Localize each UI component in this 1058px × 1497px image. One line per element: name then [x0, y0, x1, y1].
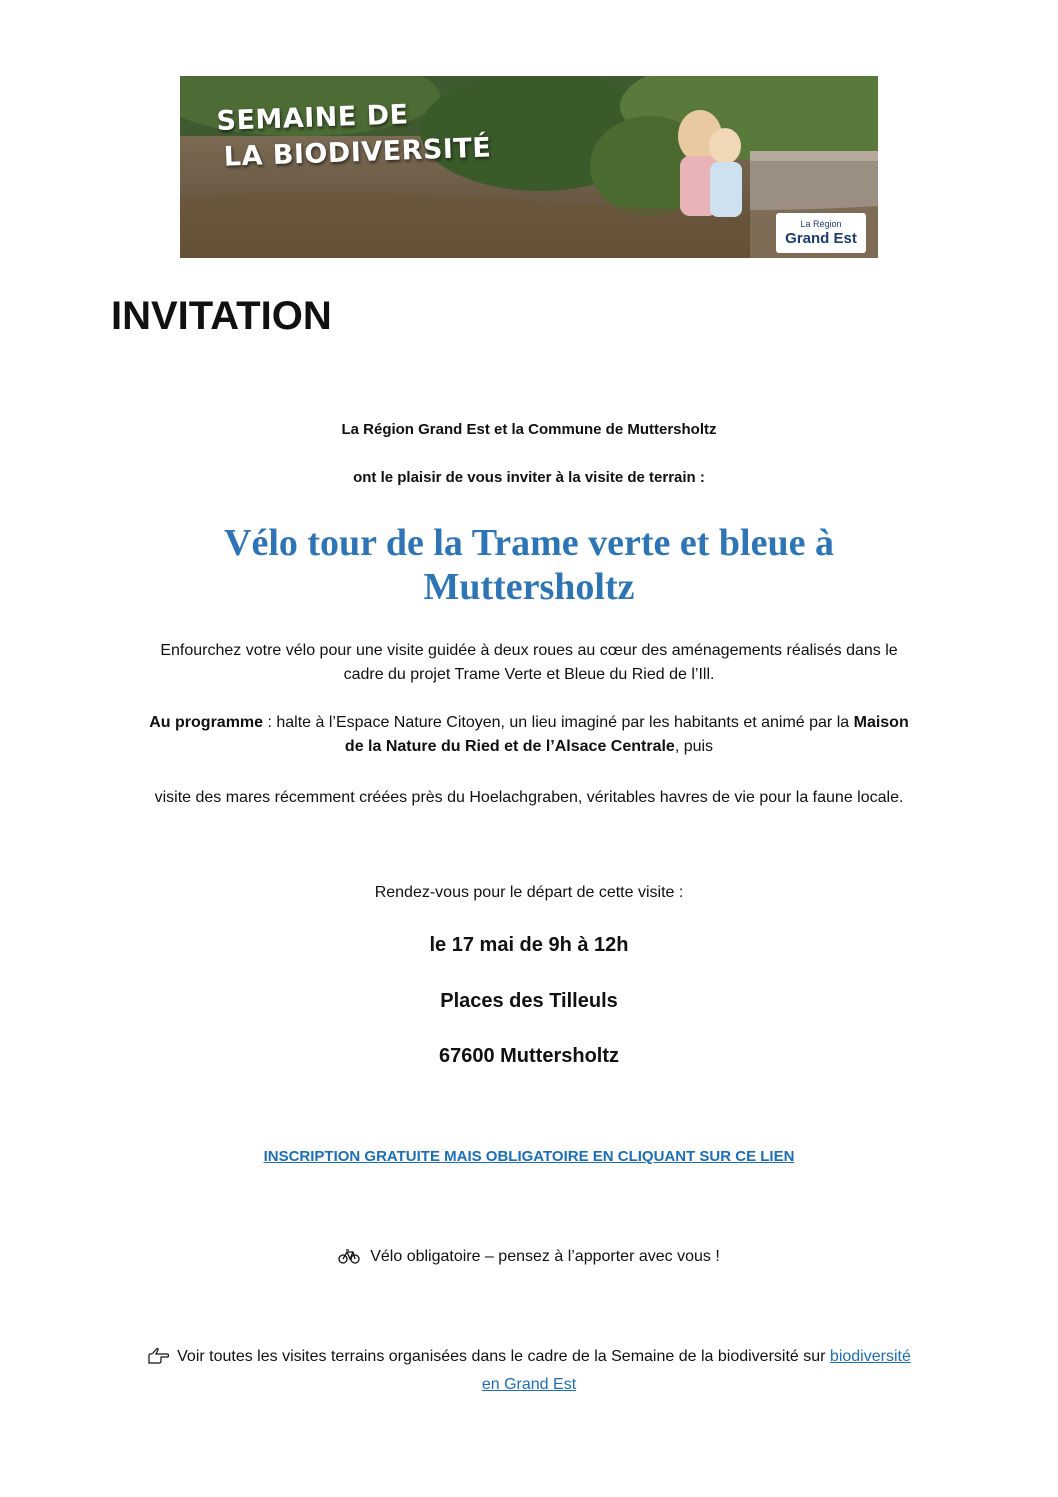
banner-title-line2: LA BIODIVERSITÉ — [223, 132, 492, 173]
bicycle-icon — [338, 1248, 360, 1272]
program-suffix: , puis — [674, 738, 714, 755]
biodiversity-link-part1[interactable]: biodiversité — [829, 1348, 911, 1365]
program-line1 — [100, 711, 958, 735]
footer-text: Voir toutes les visites terrains organisées dans le cadre de la Semaine de la biodiversité sur — [177, 1348, 830, 1365]
program-line3: visite des mares récemment créées près du Hoelachgraben, véritables havres de vie pour la faune locale. — [154, 789, 904, 806]
banner-image — [180, 76, 878, 258]
event-title — [100, 521, 958, 609]
program-paragraph — [100, 711, 958, 759]
region-logo-small: La Région — [800, 219, 842, 229]
footer-line2 — [100, 1373, 958, 1397]
program-line2 — [100, 735, 958, 759]
banner-title-line1: SEMAINE DE — [216, 99, 410, 137]
event-title-line2: Muttersholtz — [423, 566, 635, 608]
footer-note — [100, 1345, 958, 1397]
pointing-hand-icon — [147, 1347, 169, 1373]
event-title-line1: Vélo tour de la Trame verte et bleue à — [224, 522, 834, 564]
program-text: : halte à l’Espace Nature Citoyen, un lieu imaginé par les habitants et animé par la — [263, 714, 854, 731]
intro-line2: ont le plaisir de vous inviter à la visite de terrain : — [353, 469, 705, 486]
program-org-part1: Maison — [853, 714, 909, 731]
registration-paragraph — [100, 1147, 958, 1167]
registration-link[interactable]: INSCRIPTION GRATUITE MAIS OBLIGATOIRE EN CLIQUANT SUR CE LIEN — [263, 1148, 795, 1165]
meeting-date: le 17 mai de 9h à 12h — [429, 934, 629, 956]
region-logo — [776, 213, 866, 253]
bike-note — [100, 1245, 958, 1272]
intro-line1: La Région Grand Est et la Commune de Muttersholtz — [341, 421, 717, 438]
meeting-city: 67600 Muttersholtz — [438, 1045, 620, 1067]
biodiversity-link-part2[interactable]: en Grand Est — [481, 1376, 577, 1393]
description-line1: Enfourchez votre vélo pour une visite guidée à deux roues au cœur des aménagements réalisés dans le — [160, 642, 898, 659]
program-org-part2: de la Nature du Ried et de l’Alsace Centrale — [344, 738, 675, 755]
region-logo-main: Grand Est — [785, 230, 857, 247]
bike-note-text: Vélo obligatoire – pensez à l’apporter avec vous ! — [370, 1248, 720, 1265]
meeting-place: Places des Tilleuls — [440, 990, 618, 1012]
page-title: INVITATION — [111, 294, 332, 338]
event-description — [100, 639, 958, 687]
meeting-intro: Rendez-vous pour le départ de cette visite : — [374, 884, 684, 901]
description-line2: cadre du projet Trame Verte et Bleue du Ried de l’Ill. — [343, 666, 715, 683]
banner-title — [216, 94, 492, 176]
footer-line1 — [100, 1345, 958, 1373]
program-label: Au programme — [149, 714, 264, 731]
